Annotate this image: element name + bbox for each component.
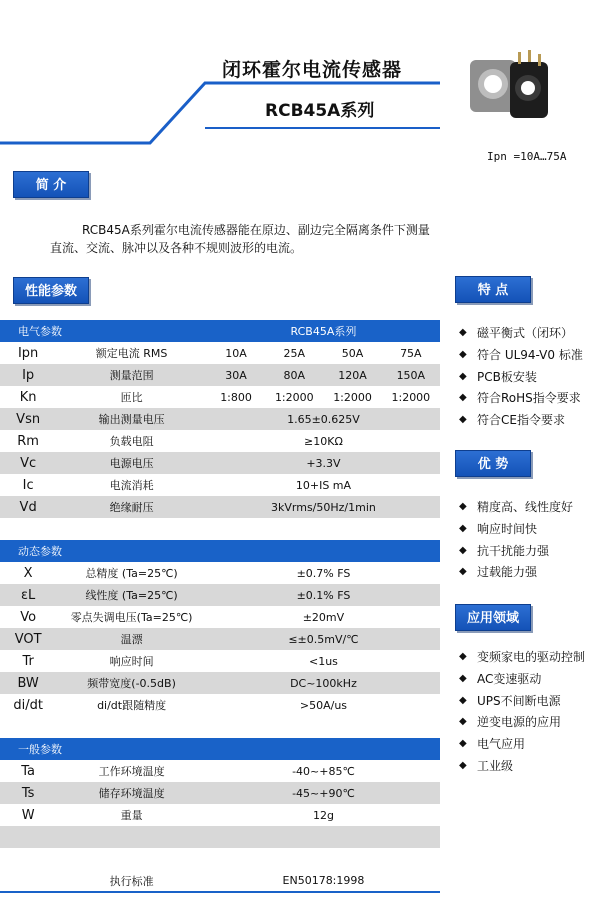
application-text: UPS不间断电源 xyxy=(477,693,561,708)
electrical-label: 电气参数 xyxy=(0,320,207,342)
sym-kn: Kn xyxy=(19,389,37,405)
name-bw: 频带宽度(-0.5dB) xyxy=(56,672,207,694)
name-vo: 零点失调电压(Ta=25℃) xyxy=(70,611,193,624)
application-text: 工业级 xyxy=(477,758,514,773)
value-x: ±0.7% FS xyxy=(296,566,351,580)
name-vd: 绝缘耐压 xyxy=(56,496,207,518)
value-cell: 1:2000 xyxy=(333,390,372,404)
sym-w: W xyxy=(21,807,35,823)
list-item xyxy=(459,409,599,431)
series-name: RCB45A系列 xyxy=(265,101,375,121)
diamond-bullet-icon: ◆ xyxy=(459,327,467,339)
value-cell: 1:2000 xyxy=(274,390,314,404)
list-item xyxy=(459,387,599,409)
list-item xyxy=(459,754,601,776)
value-w: 12g xyxy=(312,808,334,822)
dynamic-label: 动态参数 xyxy=(0,540,440,562)
value-tr: <1us xyxy=(309,654,338,668)
diamond-bullet-icon: ◆ xyxy=(459,414,467,426)
list-item xyxy=(459,689,601,711)
value-el: ±0.1% FS xyxy=(207,584,440,606)
name-x: 总精度 (Ta=25℃) xyxy=(85,567,178,580)
sym-bw: BW xyxy=(0,672,56,694)
name-ipn: 额定电流 RMS xyxy=(95,347,168,360)
list-item xyxy=(459,496,599,518)
application-text: AC变速驱动 xyxy=(477,672,542,687)
sym-ip: Ip xyxy=(0,364,56,386)
advantage-text: 响应时间快 xyxy=(477,522,538,537)
name-ic: 电流消耗 xyxy=(109,479,154,492)
name-kn: 匝比 xyxy=(120,391,143,404)
list-item xyxy=(459,668,601,690)
value-vsn: 1.65±0.625V xyxy=(207,408,440,430)
name-ip: 测量范围 xyxy=(56,364,207,386)
advantages-list xyxy=(459,496,599,583)
name-vot: 温漂 xyxy=(56,628,207,650)
value-cell: 50A xyxy=(341,346,364,360)
name-standard: 执行标准 xyxy=(109,874,154,888)
sym-vc: Vc xyxy=(0,452,56,474)
spacer-row xyxy=(0,518,440,540)
list-item xyxy=(459,518,599,540)
feature-text: 符合RoHS指令要求 xyxy=(477,391,581,406)
diamond-bullet-icon: ◆ xyxy=(459,523,467,535)
feature-text: 符合 UL94-V0 标准 xyxy=(477,348,583,363)
diamond-bullet-icon: ◆ xyxy=(459,392,467,404)
name-vsn: 输出测量电压 xyxy=(56,408,207,430)
value-bw: DC~100kHz xyxy=(207,672,440,694)
sensor-product-image xyxy=(468,48,558,128)
value-cell: 1:2000 xyxy=(391,390,431,404)
value-vo: ±20mV xyxy=(302,610,345,624)
feature-text: 磁平衡式（闭环） xyxy=(477,326,574,341)
applications-list xyxy=(459,646,601,776)
name-didt: di/dt跟随精度 xyxy=(97,699,167,712)
general-label: 一般参数 xyxy=(0,738,440,760)
value-cell: 10A xyxy=(225,346,247,360)
spacer-row xyxy=(0,716,440,738)
application-text: 电气应用 xyxy=(477,737,526,752)
sym-x: X xyxy=(23,565,33,581)
application-text: 变频家电的驱动控制 xyxy=(477,650,586,665)
list-item xyxy=(459,733,601,755)
value-standard: EN50178:1998 xyxy=(282,874,365,887)
value-cell: 75A xyxy=(400,346,422,360)
value-ts: -45~+90℃ xyxy=(207,782,440,804)
applications-heading: 应用领域 xyxy=(455,604,531,631)
name-ts: 储存环境温度 xyxy=(56,782,207,804)
diamond-bullet-icon: ◆ xyxy=(459,566,467,578)
sym-ts: Ts xyxy=(0,782,56,804)
list-item xyxy=(459,711,601,733)
name-rm: 负载电阻 xyxy=(109,435,154,448)
features-list xyxy=(459,322,599,430)
sym-standard xyxy=(0,870,56,892)
value-cell: 80A xyxy=(265,364,323,386)
diamond-bullet-icon: ◆ xyxy=(459,370,467,382)
advantage-text: 抗干扰能力强 xyxy=(477,543,550,558)
advantage-text: 过载能力强 xyxy=(477,565,538,580)
diamond-bullet-icon: ◆ xyxy=(459,716,467,728)
diamond-bullet-icon: ◆ xyxy=(459,544,467,556)
value-cell: 120A xyxy=(323,364,381,386)
sym-didt: di/dt xyxy=(13,697,43,713)
feature-text: 符合CE指令要求 xyxy=(477,413,565,428)
list-item xyxy=(459,561,599,583)
diamond-bullet-icon: ◆ xyxy=(459,651,467,663)
name-w: 重量 xyxy=(120,809,143,822)
list-item xyxy=(459,646,601,668)
sym-ipn: Ipn xyxy=(17,345,39,361)
value-vc: +3.3V xyxy=(207,452,440,474)
sym-vot: VOT xyxy=(0,628,56,650)
value-cell: 25A xyxy=(283,346,306,360)
value-didt: >50A/us xyxy=(299,698,348,712)
value-ic: 10+IS mA xyxy=(295,478,352,492)
list-item xyxy=(459,344,599,366)
ipn-range: Ipn =10A…75A xyxy=(487,150,567,163)
list-item xyxy=(459,322,599,344)
application-text: 逆变电源的应用 xyxy=(477,715,562,730)
sym-tr: Tr xyxy=(22,653,34,669)
spacer-row xyxy=(0,848,440,870)
advantages-heading: 优 势 xyxy=(455,450,531,477)
diamond-bullet-icon: ◆ xyxy=(459,673,467,685)
diamond-bullet-icon: ◆ xyxy=(459,694,467,706)
value-vd: 3kVrms/50Hz/1min xyxy=(207,496,440,518)
performance-heading: 性能参数 xyxy=(13,277,89,304)
spacer-row xyxy=(0,826,440,848)
page-title: 闭环霍尔电流传感器 xyxy=(222,59,403,81)
value-cell: 1:800 xyxy=(220,390,252,404)
value-ta: -40~+85℃ xyxy=(292,764,355,778)
value-cell: 30A xyxy=(207,364,265,386)
name-ta: 工作环境温度 xyxy=(98,765,165,778)
advantage-text: 精度高、线性度好 xyxy=(477,500,574,515)
list-item xyxy=(459,539,599,561)
intro-heading: 简 介 xyxy=(13,171,89,198)
diamond-bullet-icon: ◆ xyxy=(459,501,467,513)
name-vc: 电源电压 xyxy=(56,452,207,474)
spec-table xyxy=(0,320,440,893)
series-label: RCB45A系列 xyxy=(207,320,440,342)
sym-rm: Rm xyxy=(17,433,39,449)
sym-ta: Ta xyxy=(21,763,35,779)
sym-vd: Vd xyxy=(0,496,56,518)
value-vot: ≤±0.5mV/℃ xyxy=(207,628,440,650)
list-item xyxy=(459,365,599,387)
name-tr: 响应时间 xyxy=(109,655,154,668)
intro-text: RCB45A系列霍尔电流传感器能在原边、副边完全隔离条件下测量直流、交流、脉冲以及各种不规则波形的电流。 xyxy=(50,223,430,255)
sym-vo: Vo xyxy=(20,609,37,625)
sym-vsn: Vsn xyxy=(0,408,56,430)
value-cell: 150A xyxy=(382,364,440,386)
sym-el: εL xyxy=(0,584,56,606)
feature-text: PCB板安装 xyxy=(477,369,537,384)
diamond-bullet-icon: ◆ xyxy=(459,349,467,361)
name-el: 线性度 (Ta=25℃) xyxy=(56,584,207,606)
sym-ic: Ic xyxy=(22,477,34,493)
diamond-bullet-icon: ◆ xyxy=(459,738,467,750)
features-heading: 特 点 xyxy=(455,276,531,303)
diamond-bullet-icon: ◆ xyxy=(459,759,467,771)
value-rm: ≥10KΩ xyxy=(304,434,343,448)
